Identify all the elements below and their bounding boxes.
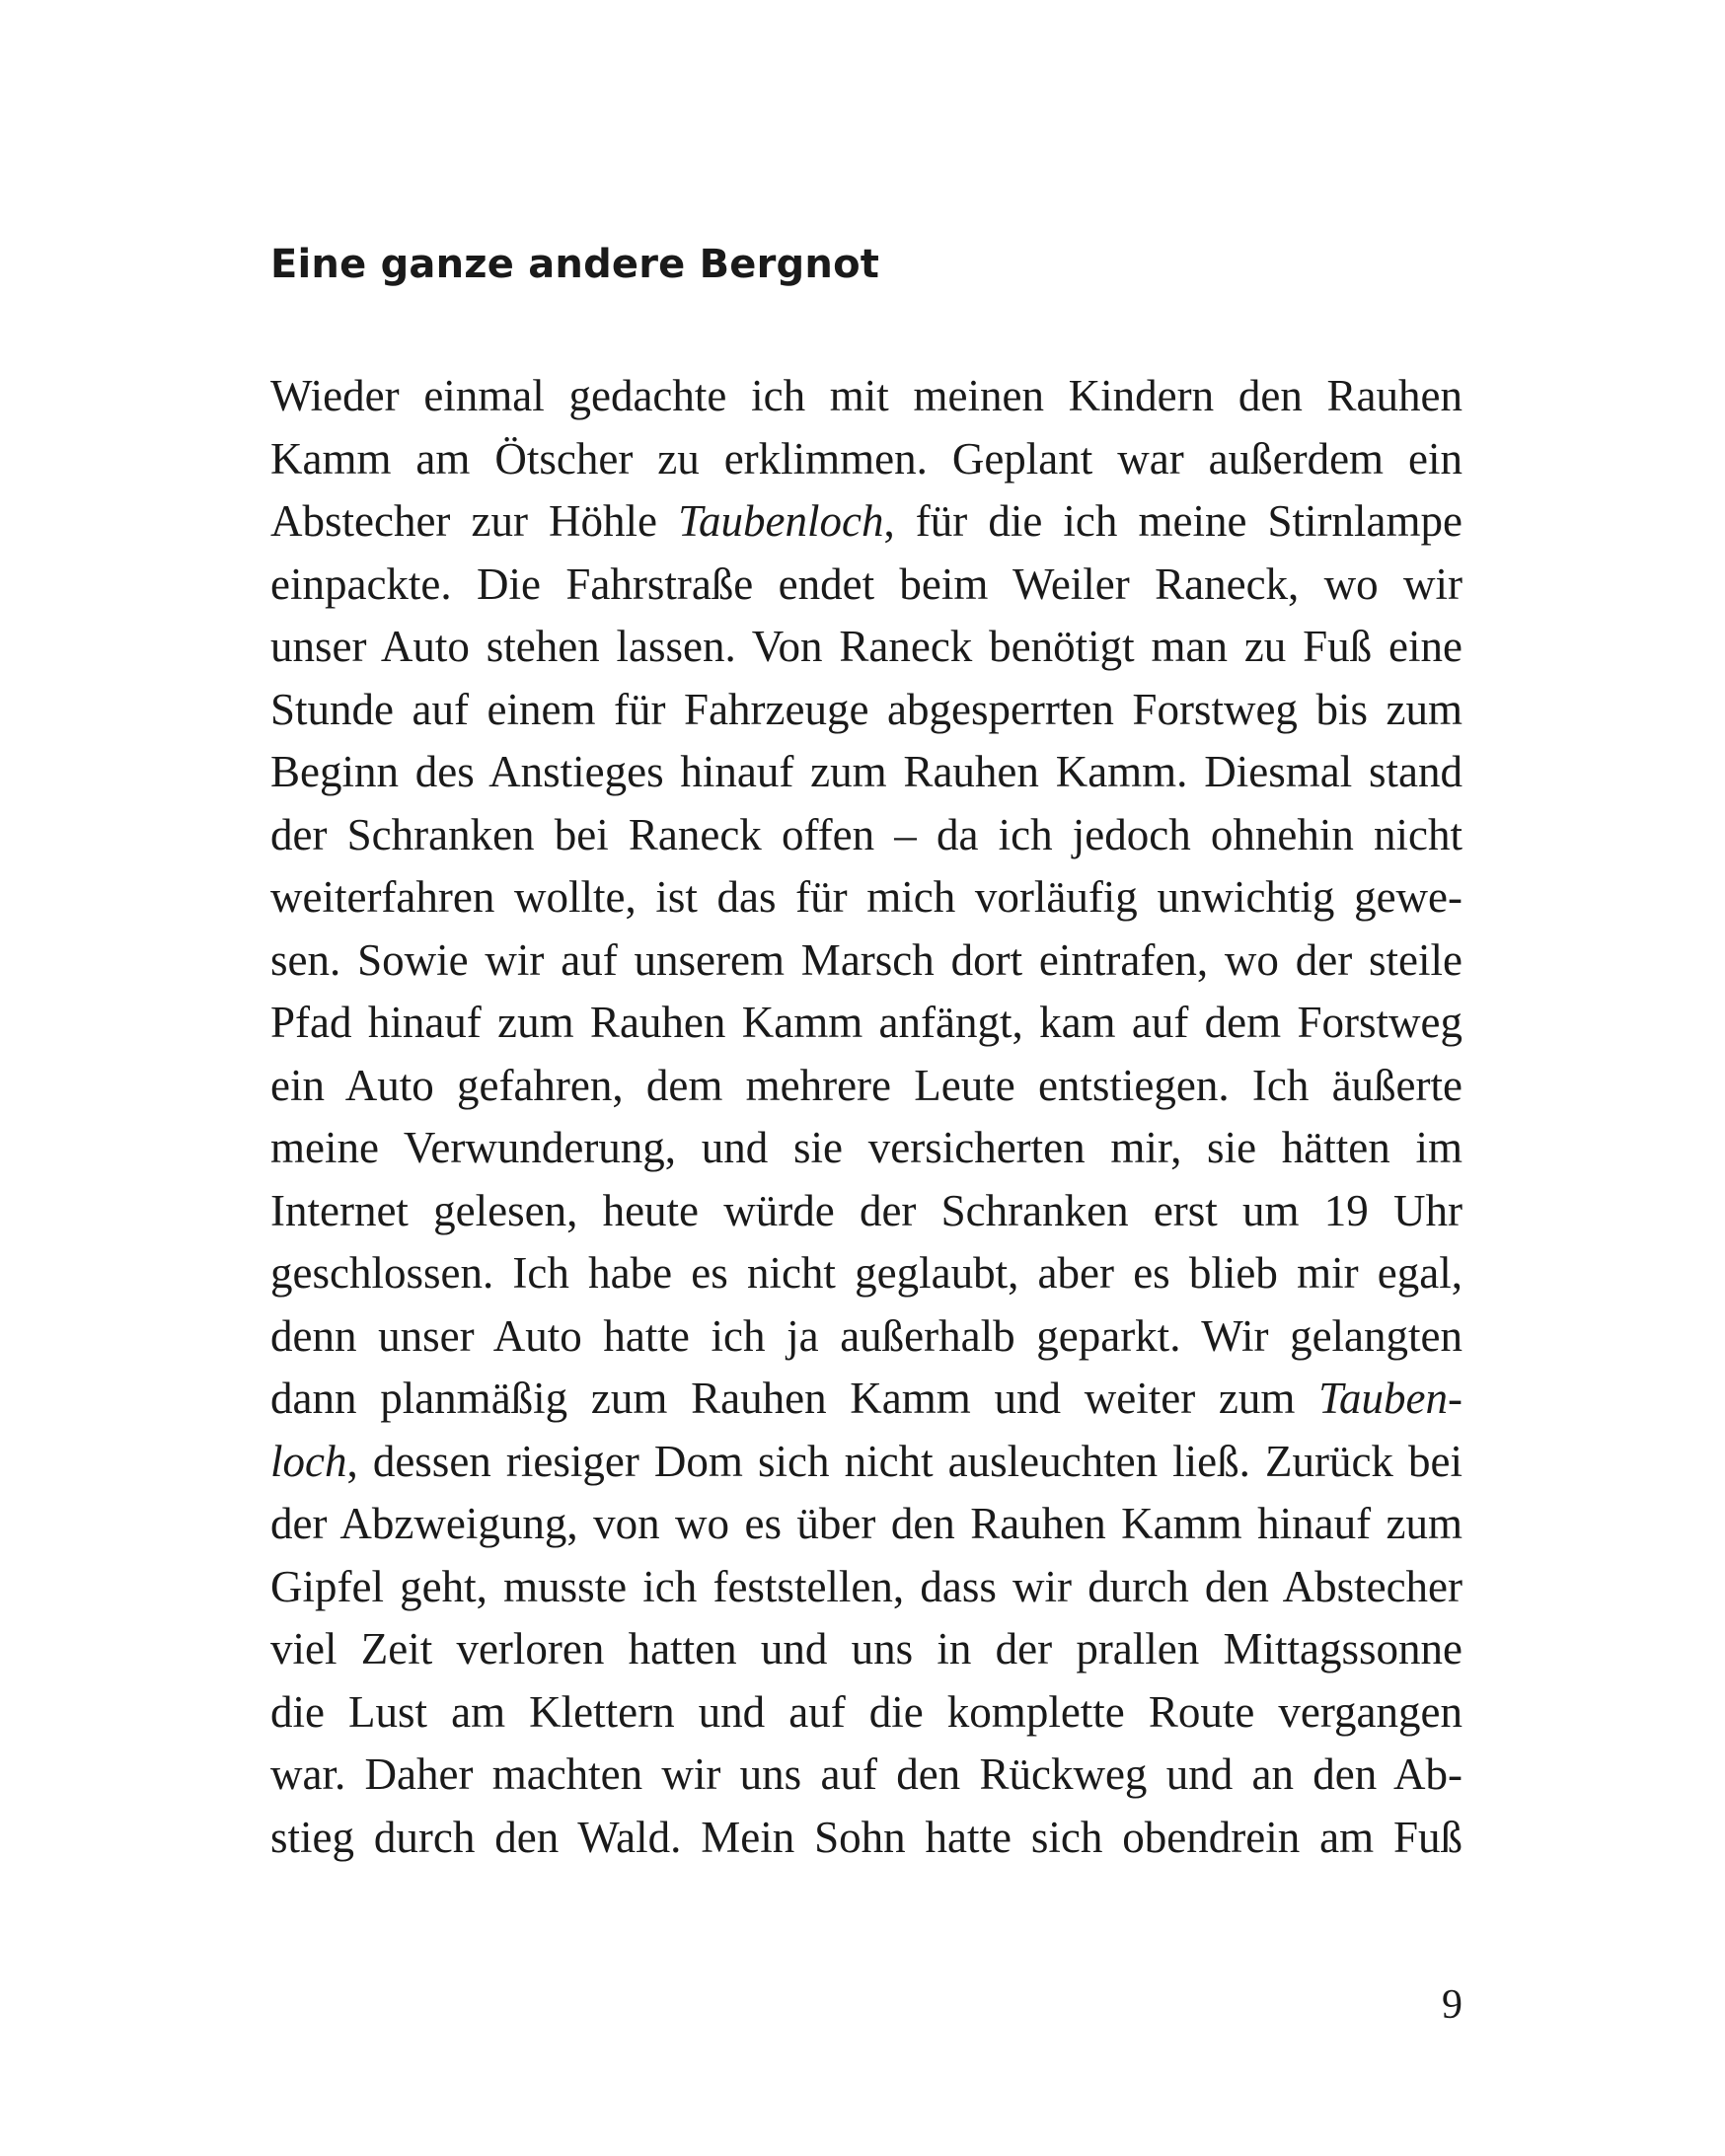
- text-segment: stieg durch den Wald. Mein Sohn hatte sich obendrein am Fuß: [270, 1812, 1462, 1862]
- italic-segment: Tauben-: [1318, 1374, 1462, 1423]
- text-line: [270, 1744, 1462, 1807]
- text-line: [270, 1493, 1462, 1556]
- text-line: [270, 1368, 1462, 1431]
- text-segment: Abstecher zur Höhle: [270, 496, 679, 546]
- text-line: [270, 1117, 1462, 1180]
- text-segment: der Abzweigung, von wo es über den Rauhen Kamm hinauf zum: [270, 1499, 1462, 1548]
- text-line: [270, 428, 1462, 491]
- text-line: [270, 992, 1462, 1055]
- text-line: [270, 1807, 1462, 1870]
- text-segment: Pfad hinauf zum Rauhen Kamm anfängt, kam auf dem Forstweg: [270, 998, 1462, 1047]
- text-line: [270, 1242, 1462, 1305]
- italic-segment: Taubenloch: [678, 496, 884, 546]
- text-segment: Stunde auf einem für Fahrzeuge abgesperrten Forstweg bis zum: [270, 684, 1462, 734]
- text-segment: denn unser Auto hatte ich ja außerhalb geparkt. Wir gelangten: [270, 1310, 1462, 1361]
- text-line: [270, 1431, 1462, 1494]
- text-line: [270, 1055, 1462, 1118]
- text-segment: Wieder einmal gedachte ich mit meinen Kindern den Rauhen: [270, 371, 1462, 420]
- body-paragraph: [270, 365, 1462, 1869]
- italic-segment: loch: [270, 1436, 347, 1486]
- text-line: [270, 1681, 1462, 1745]
- text-segment: , dessen riesiger Dom sich nicht ausleuchten ließ. Zurück bei: [346, 1436, 1462, 1486]
- text-line: [270, 804, 1462, 867]
- text-segment: geschlossen. Ich habe es nicht geglaubt, aber es blieb mir egal,: [270, 1248, 1462, 1298]
- text-segment: dann planmäßig zum Rauhen Kamm und weiter zum: [270, 1374, 1319, 1423]
- text-segment: war. Daher machten wir uns auf den Rückweg und an den Ab-: [270, 1749, 1462, 1799]
- text-segment: viel Zeit verloren hatten und uns in der prallen Mittagssonne: [270, 1624, 1462, 1673]
- text-line: [270, 1305, 1462, 1369]
- text-line: [270, 866, 1462, 929]
- text-line: [270, 616, 1462, 679]
- text-line: [270, 929, 1462, 993]
- text-segment: Beginn des Anstieges hinauf zum Rauhen Kamm. Diesmal stand: [270, 747, 1462, 796]
- text-line: [270, 554, 1462, 617]
- text-segment: der Schranken bei Raneck offen – da ich jedoch ohnehin nicht: [270, 809, 1462, 859]
- text-segment: Internet gelesen, heute würde der Schranken erst um 19 Uhr: [270, 1185, 1462, 1235]
- text-line: [270, 1556, 1462, 1619]
- text-segment: meine Verwunderung, und sie versicherten mir, sie hätten im: [270, 1123, 1462, 1172]
- text-segment: die Lust am Klettern und auf die komplette Route vergangen: [270, 1686, 1462, 1737]
- text-line: [270, 1618, 1462, 1681]
- text-line: [270, 365, 1462, 428]
- text-segment: sen. Sowie wir auf unserem Marsch dort eintrafen, wo der steile: [270, 934, 1462, 985]
- text-segment: , für die ich meine Stirnlampe: [883, 496, 1462, 546]
- text-line: [270, 679, 1462, 742]
- page-number: 9: [1442, 1982, 1462, 2028]
- text-line: [270, 490, 1462, 554]
- chapter-heading: Eine ganze andere Bergnot: [270, 242, 880, 287]
- text-segment: ein Auto gefahren, dem mehrere Leute entstiegen. Ich äußerte: [270, 1060, 1462, 1110]
- text-segment: weiterfahren wollte, ist das für mich vorläufig unwichtig gewe-: [270, 872, 1462, 922]
- text-line: [270, 1180, 1462, 1243]
- text-segment: unser Auto stehen lassen. Von Raneck benötigt man zu Fuß eine: [270, 622, 1462, 671]
- text-segment: Gipfel geht, musste ich feststellen, dass wir durch den Abstecher: [270, 1561, 1462, 1611]
- text-segment: Kamm am Ötscher zu erklimmen. Geplant war außerdem ein: [270, 433, 1462, 483]
- text-line: [270, 741, 1462, 804]
- text-segment: einpackte. Die Fahrstraße endet beim Weiler Raneck, wo wir: [270, 558, 1462, 609]
